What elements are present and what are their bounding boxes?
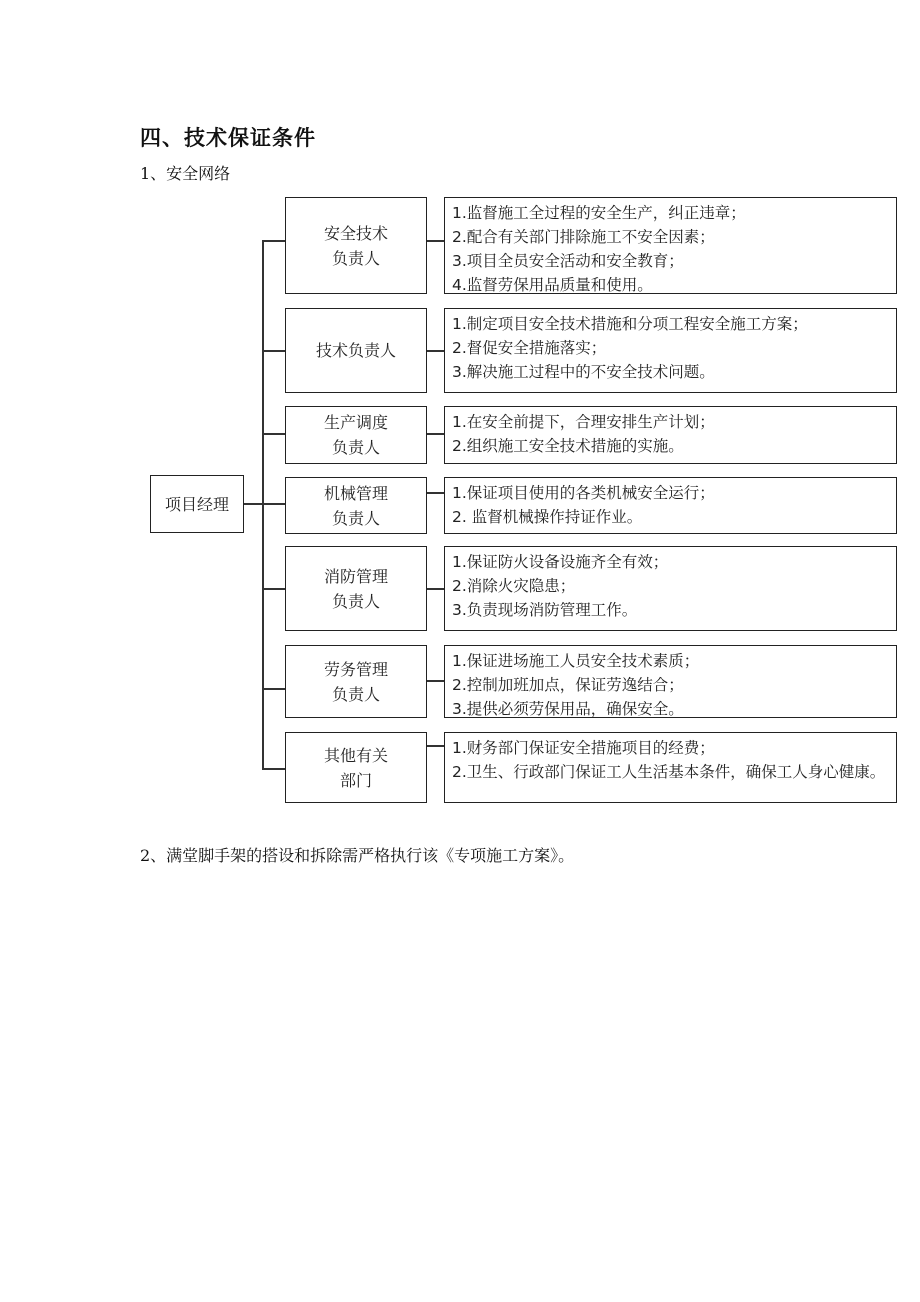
duty-item: 4.监督劳保用品质量和使用。 xyxy=(452,276,653,294)
duty-connector-line xyxy=(427,745,444,747)
role-label: 生产调度 负责人 xyxy=(323,413,388,457)
duty-item: 2.消除火灾隐患； xyxy=(452,577,576,595)
duty-item: 1.在安全前提下，合理安排生产计划； xyxy=(452,413,715,431)
role-box-technical xyxy=(285,308,427,393)
role-label: 安全技术 负责人 xyxy=(323,223,388,268)
role-box-production xyxy=(285,406,427,464)
duty-box-fire xyxy=(444,546,897,631)
duty-item: 3.负责现场消防管理工作。 xyxy=(452,601,638,619)
duty-item: 1.保证进场施工人员安全技术素质； xyxy=(452,652,700,670)
duty-item: 1.财务部门保证安全措施项目的经费； xyxy=(452,739,715,757)
root-box-project-manager xyxy=(150,475,244,533)
role-box-fire xyxy=(285,546,427,631)
role-label: 其他有关 部门 xyxy=(323,745,388,790)
branch-line xyxy=(262,588,285,590)
duty-connector-line xyxy=(427,433,444,435)
role-label: 劳务管理 负责人 xyxy=(323,659,388,704)
duty-box-technical xyxy=(444,308,897,393)
duty-item: 1.制定项目安全技术措施和分项工程安全施工方案； xyxy=(452,315,808,333)
duty-item: 1.监督施工全过程的安全生产，纠正违章； xyxy=(452,204,746,222)
role-box-safety-tech xyxy=(285,197,427,294)
duty-item: 2.控制加班加点，保证劳逸结合； xyxy=(452,676,684,694)
subsection-safety-network: 1、安全网络 xyxy=(140,164,231,183)
branch-line xyxy=(262,768,285,770)
duty-box-labor xyxy=(444,645,897,718)
branch-line xyxy=(262,503,285,505)
section-title: 四、技术保证条件 xyxy=(140,126,316,150)
duty-box-machinery xyxy=(444,477,897,534)
duty-box-safety-tech xyxy=(444,197,897,294)
branch-line xyxy=(262,688,285,690)
duty-box-production xyxy=(444,406,897,464)
duty-connector-line xyxy=(427,680,444,682)
role-label: 消防管理 负责人 xyxy=(323,566,388,611)
duty-item: 2.卫生、行政部门保证工人生活基本条件，确保工人身心健康。 xyxy=(452,763,886,781)
branch-line xyxy=(262,240,285,242)
role-box-machinery xyxy=(285,477,427,534)
duty-connector-line xyxy=(427,588,444,590)
duty-item: 3.项目全员安全活动和安全教育； xyxy=(452,252,684,270)
role-box-other-depts xyxy=(285,732,427,803)
duty-item: 3.提供必须劳保用品，确保安全。 xyxy=(452,700,684,718)
duty-connector-line xyxy=(427,240,444,242)
subsection-scaffold-note: 2、满堂脚手架的搭设和拆除需严格执行该《专项施工方案》。 xyxy=(140,846,575,865)
branch-line xyxy=(262,433,285,435)
root-connector-line xyxy=(244,503,262,505)
role-label: 机械管理 负责人 xyxy=(323,483,388,528)
duty-item: 2.督促安全措施落实； xyxy=(452,339,607,357)
trunk-line xyxy=(262,240,264,769)
duty-connector-line xyxy=(427,350,444,352)
branch-line xyxy=(262,350,285,352)
duty-item: 2. 监督机械操作持证作业。 xyxy=(452,508,643,526)
duty-item: 1.保证防火设备设施齐全有效； xyxy=(452,553,669,571)
duty-item: 1.保证项目使用的各类机械安全运行； xyxy=(452,484,715,502)
duty-item: 3.解决施工过程中的不安全技术问题。 xyxy=(452,363,715,381)
duty-item: 2.配合有关部门排除施工不安全因素； xyxy=(452,228,715,246)
duty-item: 2.组织施工安全技术措施的实施。 xyxy=(452,437,684,455)
root-label: 项目经理 xyxy=(164,494,229,514)
role-label: 技术负责人 xyxy=(315,341,396,360)
duty-connector-line xyxy=(427,492,444,494)
duty-box-other-depts xyxy=(444,732,897,803)
role-box-labor xyxy=(285,645,427,718)
